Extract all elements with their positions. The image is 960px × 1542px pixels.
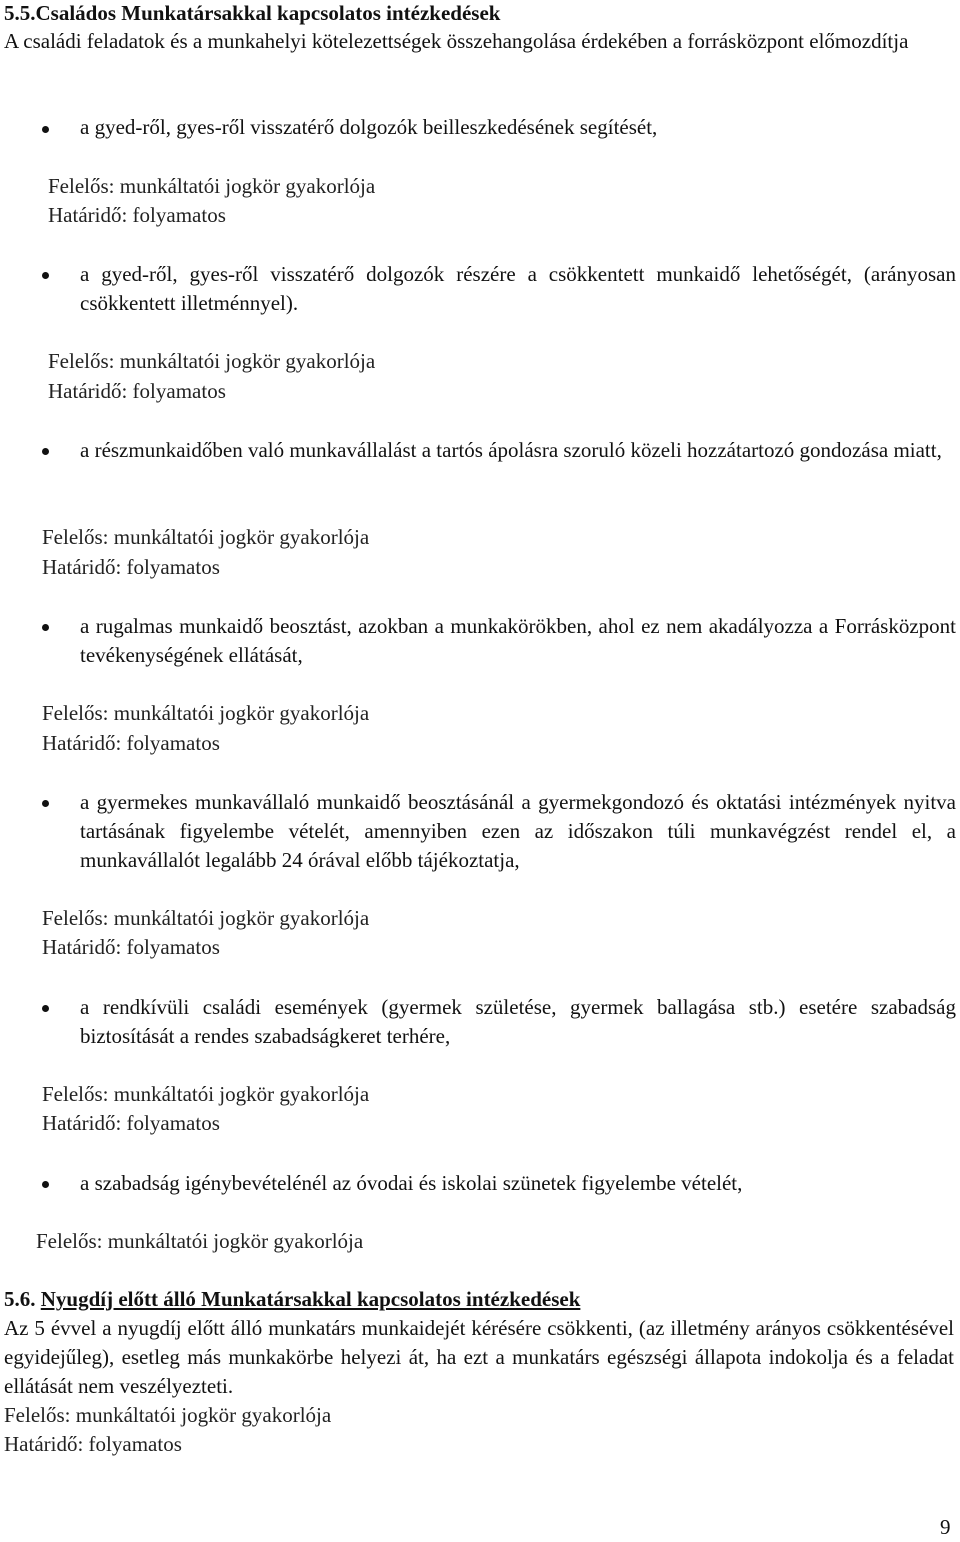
list-item-5-text: a gyermekes munkavállaló munkaidő beosztásánál a gyermekgondozó és oktatási intézmények nyitva tartásának figyelembe vételét, amennyiben ezen az időszakon túli munkavégzést rendel el, a munkavállalót legalább 24 órával előbb tájékoztatja, <box>80 790 956 872</box>
list-item-4-responsible: Felelős: munkáltatói jogkör gyakorlója <box>42 701 370 725</box>
list-item-1-text: a gyed-ről, gyes-ről visszatérő dolgozók beilleszkedésének segítését, <box>80 115 658 139</box>
bullet-icon <box>42 126 49 133</box>
list-item-2-responsible: Felelős: munkáltatói jogkör gyakorlója <box>48 349 376 373</box>
list-item-5-responsible: Felelős: munkáltatói jogkör gyakorlója <box>42 906 370 930</box>
section-5-5-title: 5.5.Családos Munkatársakkal kapcsolatos intézkedések <box>4 1 501 25</box>
list-item-6-deadline: Határidő: folyamatos <box>42 1111 220 1135</box>
section-5-6-responsible: Felelős: munkáltatói jogkör gyakorlója <box>4 1403 332 1427</box>
list-item-4-deadline: Határidő: folyamatos <box>42 731 220 755</box>
list-item-6-text: a rendkívüli családi események (gyermek születése, gyermek ballagása stb.) esetére szabadság biztosítását a rendes szabadságkeret terhére, <box>80 995 956 1048</box>
list-item-2-text: a gyed-ről, gyes-ről visszatérő dolgozók részére a csökkentett munkaidő lehetőségét, (arányosan csökkentett illetménnyel). <box>80 262 956 315</box>
bullet-icon <box>42 624 49 631</box>
list-item-1-deadline: Határidő: folyamatos <box>48 203 226 227</box>
list-item-5-deadline: Határidő: folyamatos <box>42 935 220 959</box>
list-item-3-responsible: Felelős: munkáltatói jogkör gyakorlója <box>42 525 370 549</box>
bullet-icon <box>42 272 49 279</box>
bullet-icon <box>42 800 49 807</box>
list-item-4-text: a rugalmas munkaidő beosztást, azokban a munkakörökben, ahol ez nem akadályozza a Forrásközpont tevékenységének ellátását, <box>80 614 956 667</box>
page-number: 9 <box>940 1515 951 1539</box>
list-item-3-deadline: Határidő: folyamatos <box>42 555 220 579</box>
list-item-1-responsible: Felelős: munkáltatói jogkör gyakorlója <box>48 174 376 198</box>
bullet-icon <box>42 1005 49 1012</box>
section-5-6-deadline: Határidő: folyamatos <box>4 1432 182 1456</box>
list-item-7-text: a szabadság igénybevételénél az óvodai és iskolai szünetek figyelembe vételét, <box>80 1171 743 1195</box>
list-item-6-responsible: Felelős: munkáltatói jogkör gyakorlója <box>42 1082 370 1106</box>
list-item-2-deadline: Határidő: folyamatos <box>48 379 226 403</box>
list-item-3-text: a részmunkaidőben való munkavállalást a tartós ápolásra szoruló közeli hozzátartozó gondozása miatt, <box>80 438 942 462</box>
bullet-icon <box>42 1181 49 1188</box>
section-5-6-body: Az 5 évvel a nyugdíj előtt álló munkatárs munkaidejét kérésére csökkenti, (az illetmény arányos csökkentésével egyidejűleg), esetleg más munkakörbe helyezi át, ha ezt a munkatárs egészségi állapota indokolja és a feladat ellátását nem veszélyezteti. <box>4 1316 954 1398</box>
section-5-6-title <box>4 1285 954 1314</box>
section-5-6-number: 5.6. <box>4 1287 36 1311</box>
section-5-6-heading: Nyugdíj előtt álló Munkatársakkal kapcsolatos intézkedések <box>40 1287 581 1311</box>
bullet-icon <box>42 448 49 455</box>
section-5-5-intro: A családi feladatok és a munkahelyi kötelezettségek összehangolása érdekében a forrásközpont előmozdítja <box>4 29 909 53</box>
list-item-7-responsible: Felelős: munkáltatói jogkör gyakorlója <box>36 1229 364 1253</box>
